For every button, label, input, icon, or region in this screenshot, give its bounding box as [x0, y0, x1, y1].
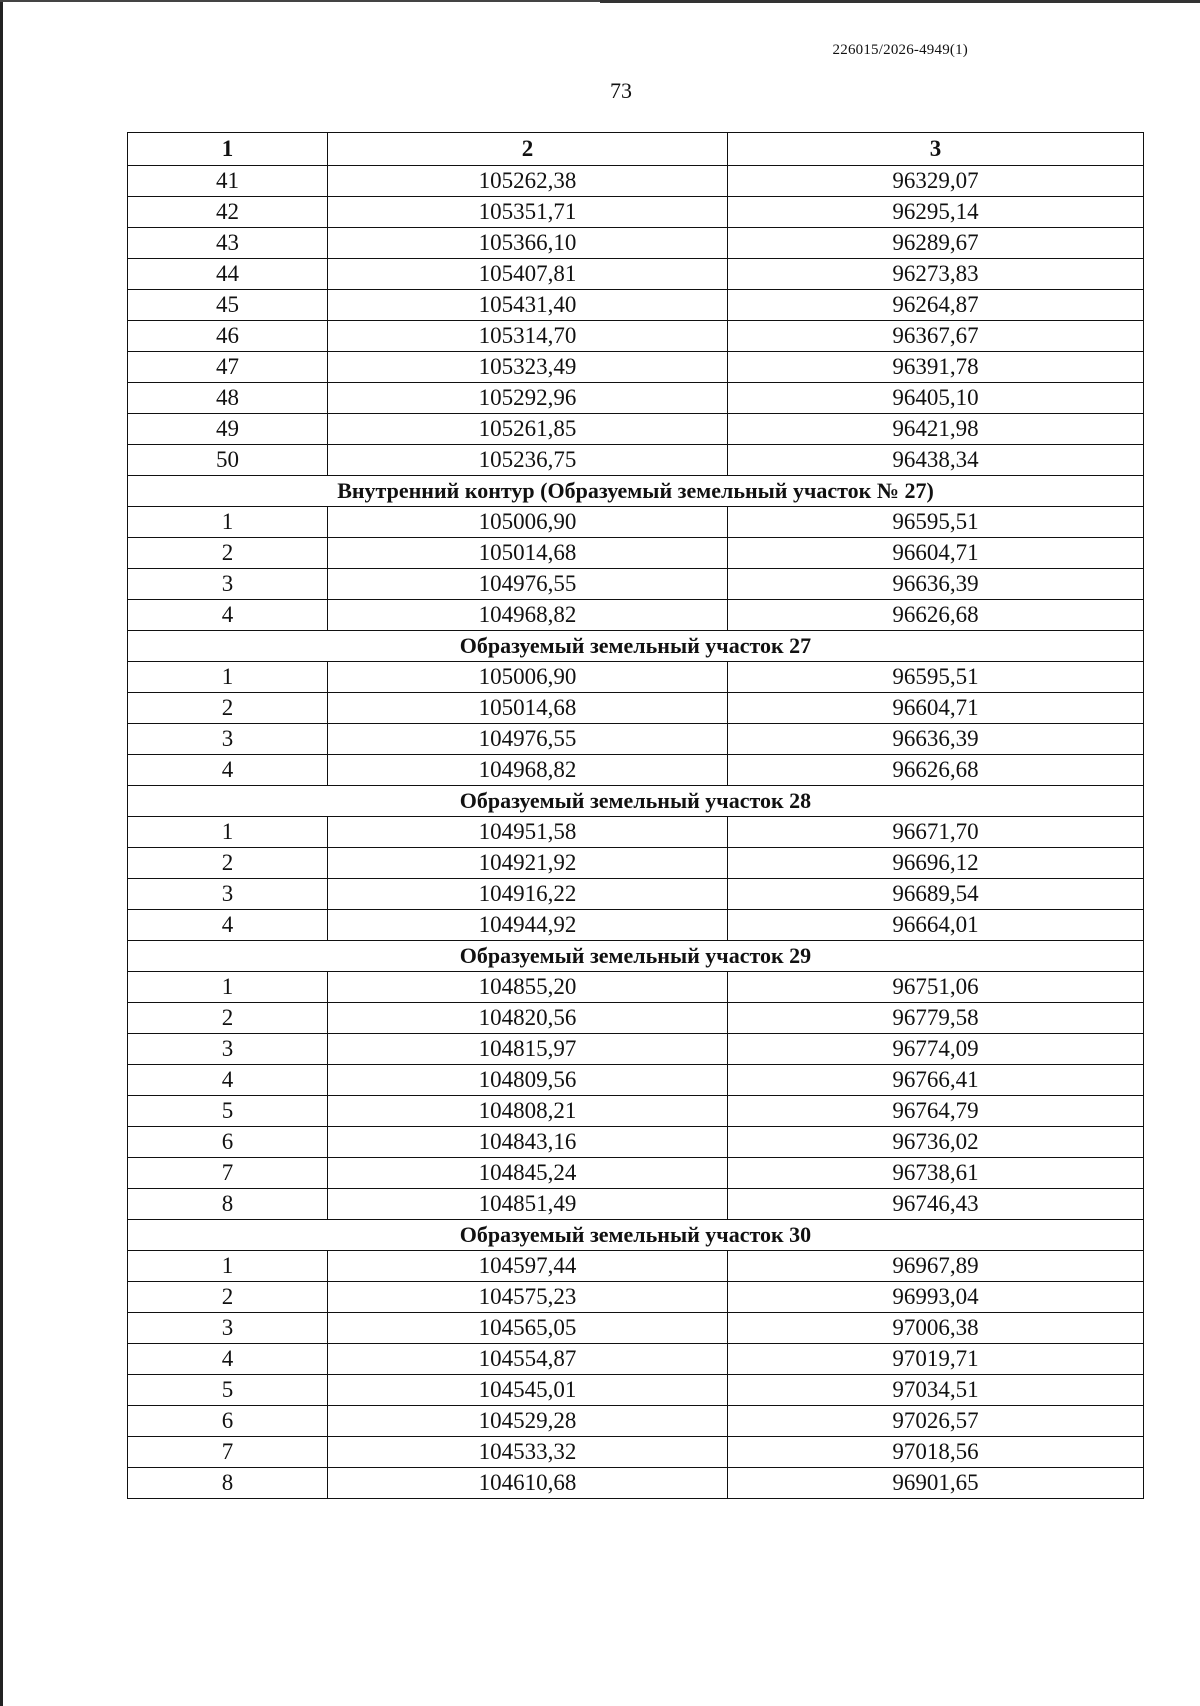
y-coordinate-cell: 96329,07 — [728, 166, 1144, 197]
y-coordinate-cell: 96438,34 — [728, 445, 1144, 476]
y-coordinate-cell: 96626,68 — [728, 755, 1144, 786]
section-header-row — [128, 1220, 1144, 1251]
table-row — [128, 1344, 1144, 1375]
table-row — [128, 1375, 1144, 1406]
point-number-cell: 4 — [128, 755, 328, 786]
x-coordinate-cell: 104808,21 — [328, 1096, 728, 1127]
y-coordinate-cell: 96273,83 — [728, 259, 1144, 290]
section-header-row — [128, 631, 1144, 662]
point-number-cell: 1 — [128, 972, 328, 1003]
table-row — [128, 1158, 1144, 1189]
y-coordinate-cell: 97034,51 — [728, 1375, 1144, 1406]
point-number-cell: 8 — [128, 1468, 328, 1499]
x-coordinate-cell: 104575,23 — [328, 1282, 728, 1313]
table-row — [128, 755, 1144, 786]
y-coordinate-cell: 96746,43 — [728, 1189, 1144, 1220]
x-coordinate-cell: 104554,87 — [328, 1344, 728, 1375]
x-coordinate-cell: 104951,58 — [328, 817, 728, 848]
table-row — [128, 290, 1144, 321]
y-coordinate-cell: 96595,51 — [728, 507, 1144, 538]
y-coordinate-cell: 96595,51 — [728, 662, 1144, 693]
x-coordinate-cell: 104976,55 — [328, 569, 728, 600]
point-number-cell: 50 — [128, 445, 328, 476]
table-row — [128, 910, 1144, 941]
point-number-cell: 7 — [128, 1437, 328, 1468]
section-title: Внутренний контур (Образуемый земельный участок № 27) — [128, 476, 1144, 507]
table-row — [128, 1282, 1144, 1313]
x-coordinate-cell: 104845,24 — [328, 1158, 728, 1189]
point-number-cell: 3 — [128, 879, 328, 910]
table-row — [128, 352, 1144, 383]
column-header-1: 1 — [128, 133, 328, 166]
table-row — [128, 321, 1144, 352]
x-coordinate-cell: 105236,75 — [328, 445, 728, 476]
point-number-cell: 6 — [128, 1406, 328, 1437]
point-number-cell: 5 — [128, 1375, 328, 1406]
coordinates-table — [127, 132, 1144, 1499]
y-coordinate-cell: 96391,78 — [728, 352, 1144, 383]
y-coordinate-cell: 96751,06 — [728, 972, 1144, 1003]
y-coordinate-cell: 96901,65 — [728, 1468, 1144, 1499]
table-row — [128, 1003, 1144, 1034]
y-coordinate-cell: 96289,67 — [728, 228, 1144, 259]
y-coordinate-cell: 96696,12 — [728, 848, 1144, 879]
y-coordinate-cell: 96689,54 — [728, 879, 1144, 910]
y-coordinate-cell: 96774,09 — [728, 1034, 1144, 1065]
table-row — [128, 414, 1144, 445]
point-number-cell: 1 — [128, 817, 328, 848]
table-row — [128, 1127, 1144, 1158]
point-number-cell: 44 — [128, 259, 328, 290]
x-coordinate-cell: 105014,68 — [328, 538, 728, 569]
x-coordinate-cell: 105262,38 — [328, 166, 728, 197]
point-number-cell: 42 — [128, 197, 328, 228]
point-number-cell: 3 — [128, 1313, 328, 1344]
y-coordinate-cell: 96604,71 — [728, 693, 1144, 724]
section-header-row — [128, 941, 1144, 972]
point-number-cell: 6 — [128, 1127, 328, 1158]
x-coordinate-cell: 104976,55 — [328, 724, 728, 755]
section-title: Образуемый земельный участок 27 — [128, 631, 1144, 662]
y-coordinate-cell: 96671,70 — [728, 817, 1144, 848]
x-coordinate-cell: 105006,90 — [328, 507, 728, 538]
table-row — [128, 600, 1144, 631]
table-row — [128, 662, 1144, 693]
table-row — [128, 1065, 1144, 1096]
table-row — [128, 1468, 1144, 1499]
table-row — [128, 1437, 1144, 1468]
y-coordinate-cell: 97018,56 — [728, 1437, 1144, 1468]
y-coordinate-cell: 96993,04 — [728, 1282, 1144, 1313]
table-row — [128, 197, 1144, 228]
point-number-cell: 7 — [128, 1158, 328, 1189]
x-coordinate-cell: 105323,49 — [328, 352, 728, 383]
point-number-cell: 3 — [128, 569, 328, 600]
x-coordinate-cell: 105314,70 — [328, 321, 728, 352]
section-header-row — [128, 476, 1144, 507]
scan-border-left — [0, 0, 3, 1706]
y-coordinate-cell: 96738,61 — [728, 1158, 1144, 1189]
y-coordinate-cell: 96967,89 — [728, 1251, 1144, 1282]
y-coordinate-cell: 96367,67 — [728, 321, 1144, 352]
point-number-cell: 3 — [128, 724, 328, 755]
page-number: 73 — [610, 78, 632, 103]
point-number-cell: 4 — [128, 910, 328, 941]
table-row — [128, 259, 1144, 290]
y-coordinate-cell: 96766,41 — [728, 1065, 1144, 1096]
table-row — [128, 445, 1144, 476]
point-number-cell: 49 — [128, 414, 328, 445]
point-number-cell: 2 — [128, 848, 328, 879]
section-title: Образуемый земельный участок 29 — [128, 941, 1144, 972]
y-coordinate-cell: 96736,02 — [728, 1127, 1144, 1158]
y-coordinate-cell: 96421,98 — [728, 414, 1144, 445]
table-row — [128, 166, 1144, 197]
x-coordinate-cell: 105006,90 — [328, 662, 728, 693]
x-coordinate-cell: 104921,92 — [328, 848, 728, 879]
x-coordinate-cell: 104545,01 — [328, 1375, 728, 1406]
y-coordinate-cell: 97026,57 — [728, 1406, 1144, 1437]
y-coordinate-cell: 96636,39 — [728, 724, 1144, 755]
table-row — [128, 817, 1144, 848]
table-row — [128, 1251, 1144, 1282]
x-coordinate-cell: 105366,10 — [328, 228, 728, 259]
y-coordinate-cell: 97019,71 — [728, 1344, 1144, 1375]
table-row — [128, 1189, 1144, 1220]
x-coordinate-cell: 104529,28 — [328, 1406, 728, 1437]
table-row — [128, 848, 1144, 879]
table-row — [128, 538, 1144, 569]
y-coordinate-cell: 96636,39 — [728, 569, 1144, 600]
point-number-cell: 2 — [128, 693, 328, 724]
x-coordinate-cell: 104855,20 — [328, 972, 728, 1003]
x-coordinate-cell: 104565,05 — [328, 1313, 728, 1344]
table-row — [128, 693, 1144, 724]
point-number-cell: 46 — [128, 321, 328, 352]
table-header-row — [128, 133, 1144, 166]
y-coordinate-cell: 96405,10 — [728, 383, 1144, 414]
x-coordinate-cell: 105351,71 — [328, 197, 728, 228]
x-coordinate-cell: 104944,92 — [328, 910, 728, 941]
x-coordinate-cell: 104533,32 — [328, 1437, 728, 1468]
y-coordinate-cell: 96295,14 — [728, 197, 1144, 228]
point-number-cell: 4 — [128, 600, 328, 631]
section-title: Образуемый земельный участок 30 — [128, 1220, 1144, 1251]
column-header-3: 3 — [728, 133, 1144, 166]
table-row — [128, 879, 1144, 910]
x-coordinate-cell: 104815,97 — [328, 1034, 728, 1065]
table-row — [128, 972, 1144, 1003]
y-coordinate-cell: 96264,87 — [728, 290, 1144, 321]
table-row — [128, 1313, 1144, 1344]
x-coordinate-cell: 104968,82 — [328, 755, 728, 786]
x-coordinate-cell: 104809,56 — [328, 1065, 728, 1096]
point-number-cell: 2 — [128, 1003, 328, 1034]
point-number-cell: 1 — [128, 507, 328, 538]
x-coordinate-cell: 104843,16 — [328, 1127, 728, 1158]
column-header-2: 2 — [328, 133, 728, 166]
table-row — [128, 569, 1144, 600]
point-number-cell: 4 — [128, 1344, 328, 1375]
x-coordinate-cell: 105014,68 — [328, 693, 728, 724]
y-coordinate-cell: 96664,01 — [728, 910, 1144, 941]
scan-border-top-dark — [600, 0, 1200, 3]
y-coordinate-cell: 96604,71 — [728, 538, 1144, 569]
x-coordinate-cell: 104820,56 — [328, 1003, 728, 1034]
table-row — [128, 724, 1144, 755]
x-coordinate-cell: 105261,85 — [328, 414, 728, 445]
table-row — [128, 507, 1144, 538]
point-number-cell: 8 — [128, 1189, 328, 1220]
table-row — [128, 1096, 1144, 1127]
x-coordinate-cell: 105292,96 — [328, 383, 728, 414]
point-number-cell: 3 — [128, 1034, 328, 1065]
x-coordinate-cell: 105431,40 — [328, 290, 728, 321]
y-coordinate-cell: 96626,68 — [728, 600, 1144, 631]
document-id: 226015/2026-4949(1) — [832, 42, 968, 58]
point-number-cell: 48 — [128, 383, 328, 414]
section-title: Образуемый земельный участок 28 — [128, 786, 1144, 817]
point-number-cell: 4 — [128, 1065, 328, 1096]
point-number-cell: 2 — [128, 1282, 328, 1313]
point-number-cell: 41 — [128, 166, 328, 197]
point-number-cell: 47 — [128, 352, 328, 383]
table-row — [128, 1034, 1144, 1065]
table-row — [128, 1406, 1144, 1437]
table-row — [128, 383, 1144, 414]
y-coordinate-cell: 96779,58 — [728, 1003, 1144, 1034]
table-body — [128, 133, 1144, 1499]
point-number-cell: 43 — [128, 228, 328, 259]
x-coordinate-cell: 104968,82 — [328, 600, 728, 631]
x-coordinate-cell: 104916,22 — [328, 879, 728, 910]
point-number-cell: 2 — [128, 538, 328, 569]
point-number-cell: 45 — [128, 290, 328, 321]
table-row — [128, 228, 1144, 259]
point-number-cell: 1 — [128, 662, 328, 693]
point-number-cell: 1 — [128, 1251, 328, 1282]
x-coordinate-cell: 105407,81 — [328, 259, 728, 290]
y-coordinate-cell: 96764,79 — [728, 1096, 1144, 1127]
x-coordinate-cell: 104610,68 — [328, 1468, 728, 1499]
x-coordinate-cell: 104597,44 — [328, 1251, 728, 1282]
point-number-cell: 5 — [128, 1096, 328, 1127]
x-coordinate-cell: 104851,49 — [328, 1189, 728, 1220]
section-header-row — [128, 786, 1144, 817]
y-coordinate-cell: 97006,38 — [728, 1313, 1144, 1344]
